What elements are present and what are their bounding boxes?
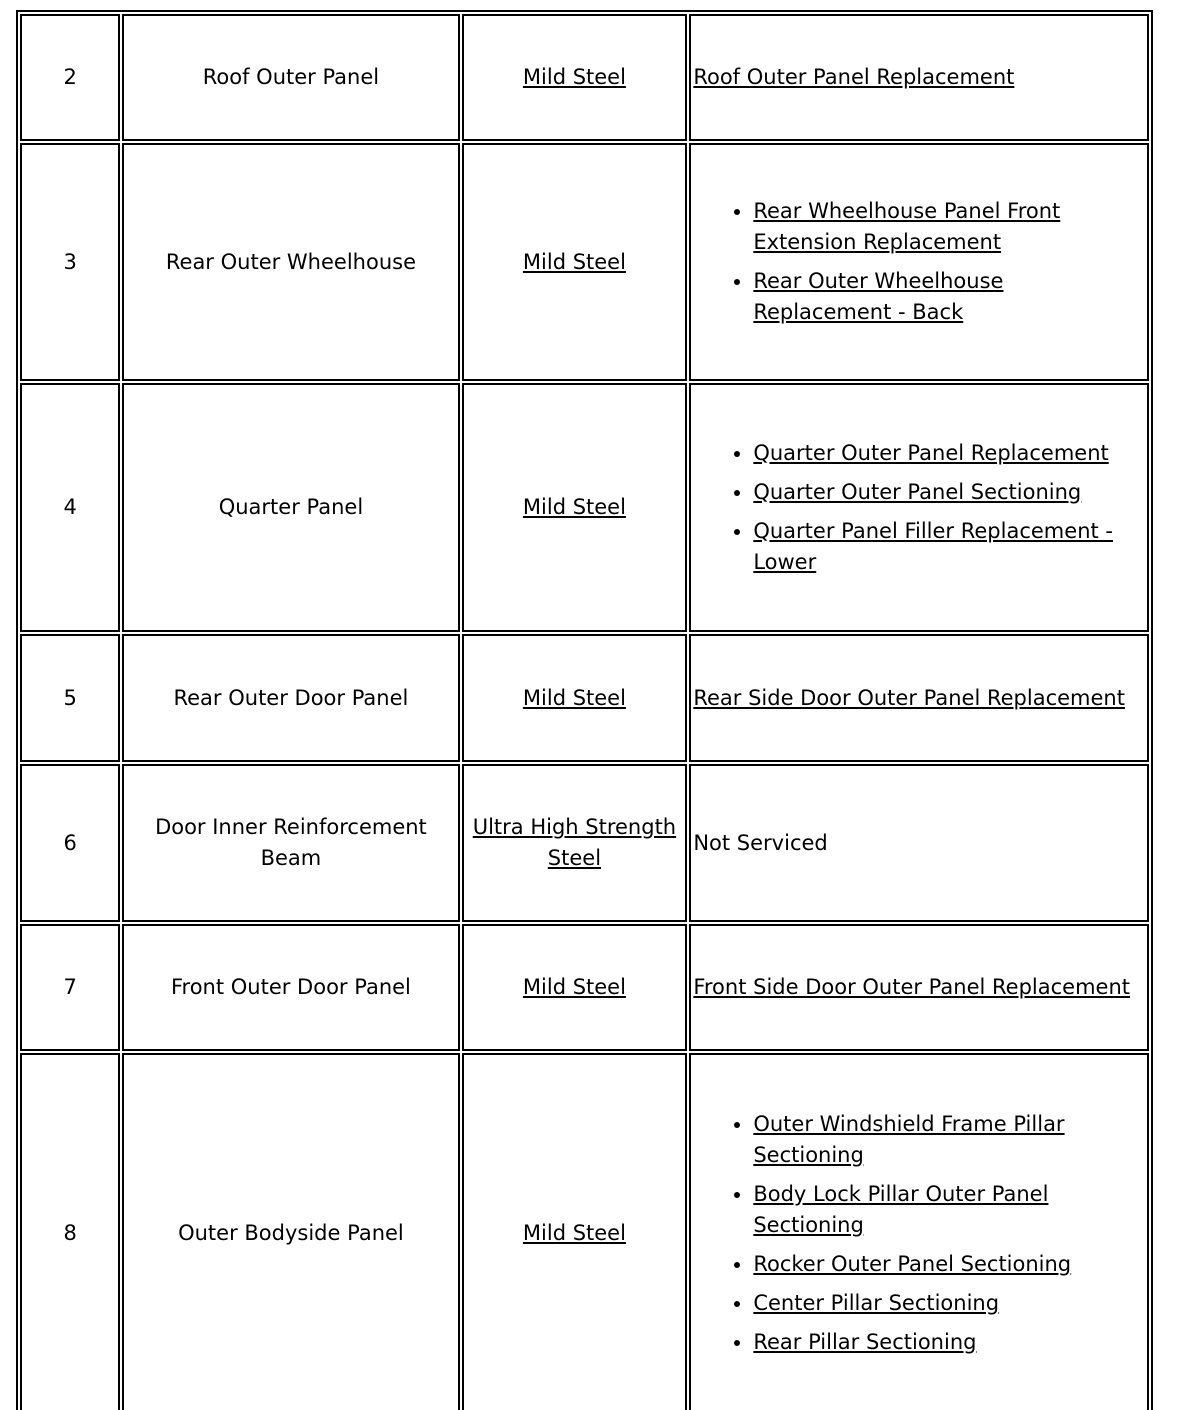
item-number-cell xyxy=(20,14,120,141)
item-number: 7 xyxy=(63,975,77,999)
item-number: 6 xyxy=(63,830,77,855)
procedure-list xyxy=(693,1109,1145,1358)
material-cell xyxy=(462,634,688,762)
item-number: 4 xyxy=(63,495,77,519)
part-name-cell xyxy=(122,383,459,632)
item-number-cell xyxy=(20,924,120,1051)
part-name-cell xyxy=(122,924,459,1051)
procedure-list xyxy=(693,438,1145,578)
procedure-link[interactable]: Rear Side Door Outer Panel Replacement xyxy=(693,685,1125,710)
procedure-link[interactable]: Center Pillar Sectioning xyxy=(753,1290,1000,1315)
procedure-link[interactable]: Front Side Door Outer Panel Replacement xyxy=(693,975,1131,999)
part-name-cell xyxy=(122,1053,459,1410)
list-item xyxy=(753,1249,1145,1280)
part-name: Front Outer Door Panel xyxy=(170,975,411,999)
list-item xyxy=(753,477,1145,508)
list-item xyxy=(753,516,1145,578)
list-item xyxy=(753,1109,1145,1171)
procedure-cell xyxy=(689,1053,1149,1410)
material-cell xyxy=(462,383,688,632)
material-link[interactable]: Ultra High Strength Steel xyxy=(472,815,677,870)
material-cell xyxy=(462,764,688,922)
procedure-link[interactable]: Roof Outer Panel Replacement xyxy=(693,65,1015,89)
table-row xyxy=(20,14,1149,141)
material-link[interactable]: Mild Steel xyxy=(522,249,626,274)
material-cell xyxy=(462,14,688,141)
material-cell xyxy=(462,924,688,1051)
procedure-link[interactable]: Outer Windshield Frame Pillar Sectioning xyxy=(753,1111,1065,1167)
procedure-link[interactable]: Rear Wheelhouse Panel Front Extension Replacement xyxy=(753,199,1061,254)
item-number: 8 xyxy=(63,1220,77,1245)
item-number-cell xyxy=(20,634,120,762)
procedure-cell xyxy=(689,634,1149,762)
part-name: Roof Outer Panel xyxy=(202,65,380,89)
material-link[interactable]: Mild Steel xyxy=(522,975,626,999)
part-name-cell xyxy=(122,764,459,922)
table-row xyxy=(20,1053,1149,1410)
procedure-link[interactable]: Rocker Outer Panel Sectioning xyxy=(753,1251,1072,1276)
procedure-link[interactable]: Rear Pillar Sectioning xyxy=(753,1329,977,1354)
material-link[interactable]: Mild Steel xyxy=(522,685,626,710)
procedure-cell xyxy=(689,383,1149,632)
procedure-cell xyxy=(689,143,1149,381)
procedure-cell xyxy=(689,764,1149,922)
procedure-text: Not Serviced xyxy=(693,830,828,855)
list-item xyxy=(753,196,1145,258)
procedure-link[interactable]: Quarter Panel Filler Replacement - Lower xyxy=(753,518,1113,574)
part-name-cell xyxy=(122,634,459,762)
part-name-cell xyxy=(122,14,459,141)
item-number-cell xyxy=(20,764,120,922)
item-number-cell xyxy=(20,383,120,632)
table-row xyxy=(20,634,1149,762)
item-number-cell xyxy=(20,1053,120,1410)
part-name: Door Inner Reinforcement Beam xyxy=(155,815,427,870)
procedure-link[interactable]: Quarter Outer Panel Replacement xyxy=(753,440,1109,465)
material-link[interactable]: Mild Steel xyxy=(522,1220,626,1245)
table-row xyxy=(20,383,1149,632)
item-number: 3 xyxy=(63,249,77,274)
table-row xyxy=(20,924,1149,1051)
item-number: 2 xyxy=(63,65,77,89)
material-link[interactable]: Mild Steel xyxy=(522,65,626,89)
parts-table xyxy=(16,10,1153,1410)
procedure-link[interactable]: Rear Outer Wheelhouse Replacement - Back xyxy=(753,269,1004,324)
material-cell xyxy=(462,143,688,381)
list-item xyxy=(753,1327,1145,1358)
list-item xyxy=(753,1288,1145,1319)
material-link[interactable]: Mild Steel xyxy=(522,495,626,519)
part-name: Rear Outer Wheelhouse xyxy=(165,249,416,274)
procedure-link[interactable]: Quarter Outer Panel Sectioning xyxy=(753,479,1082,504)
item-number-cell xyxy=(20,143,120,381)
item-number: 5 xyxy=(63,685,77,710)
part-name: Quarter Panel xyxy=(218,495,364,519)
procedure-cell xyxy=(689,924,1149,1051)
procedure-link[interactable]: Body Lock Pillar Outer Panel Sectioning xyxy=(753,1181,1049,1237)
table-row xyxy=(20,143,1149,381)
list-item xyxy=(753,266,1145,328)
part-name-cell xyxy=(122,143,459,381)
part-name: Rear Outer Door Panel xyxy=(173,685,409,710)
material-cell xyxy=(462,1053,688,1410)
part-name: Outer Bodyside Panel xyxy=(178,1220,404,1245)
list-item xyxy=(753,1179,1145,1241)
list-item xyxy=(753,438,1145,469)
procedure-cell xyxy=(689,14,1149,141)
procedure-list xyxy=(693,196,1145,328)
table-row xyxy=(20,764,1149,922)
